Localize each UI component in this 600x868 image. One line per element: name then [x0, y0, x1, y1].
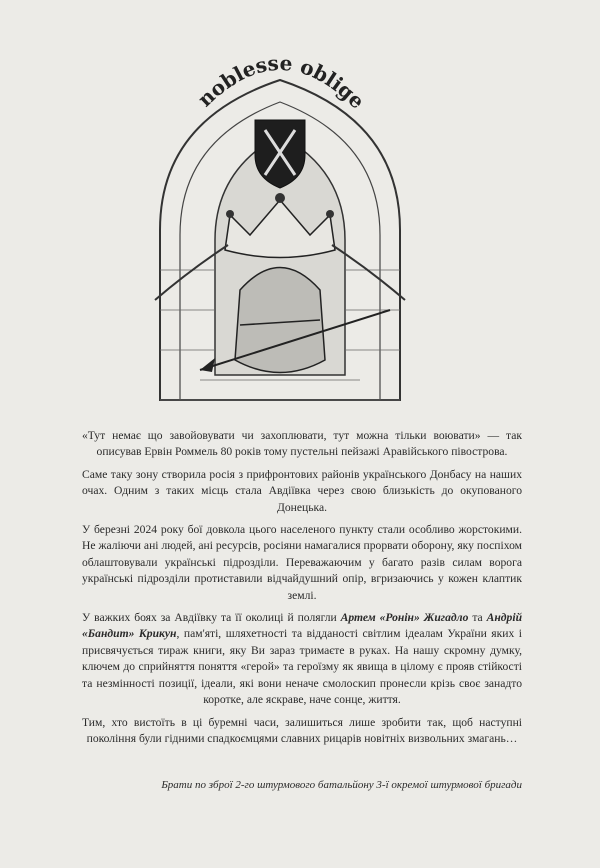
- gothic-window-crown-helmet-drawing: [140, 40, 420, 410]
- paragraph-avdiivka-battles: У березні 2024 року бої довкола цього населеного пункту стали особливо жорстокими. Не жаліючи ані людей, ані ресурсів, росіяни намагалися прорвати оборону, яку поспіхом облаштовували українські підрозділи. Переважаючим у багато разів силам ворога українські підрозділи протиставили відчайдушний опір, вгризаючись у кожен клаптик землі.: [82, 523, 522, 602]
- paragraph-donbas: Саме таку зону створила росія з прифронтових районів українського Донбасу на наших очах. Одним з таких місць стала Авдіївка через свою близькість до окупованого Донецька.: [82, 467, 522, 514]
- paragraph-rommel-quote: «Тут немає що завойовувати чи захоплювати, тут можна тільки воювати» — так описував Ервін Роммель 80 років тому пустельні пейзажі Аравійського півострова.: [82, 429, 522, 459]
- motto-text: noblesse oblige: [192, 50, 370, 114]
- signature: Брати по зброї 2-го штурмового батальйону 3-ї окремої штурмової бригади: [161, 779, 522, 792]
- paragraph-dedication: [82, 610, 522, 708]
- heraldic-illustration: [140, 40, 420, 410]
- body-text: [82, 428, 522, 794]
- paragraph-closing: Тим, хто вистоїть в ці буремні часи, залишиться лише зробити так, щоб наступні покоління були гідними спадкоємцями славних рицарів новітніх визвольних змагань…: [82, 715, 522, 745]
- dedication-rest: , пам'яті, шляхетності та відданості світлим ідеалам України яких і присвячується тираж книги, яку Ви зараз тримаєте в руках. На нашу скромну думку, ключем до сприйняття поняття «герой» та героїзму як явища в цілому є прояв стійкості та незмінності позиції, ідеали, які вони неначе смолоскип пронесли крізь своє занадто коротке, але яскраве, наче сонце, життя.: [82, 627, 523, 707]
- hero-name-2: Андрій «Бандит» Крикун: [82, 611, 523, 641]
- hero-name-1: Артем «Ронін» Жигадло: [340, 611, 469, 625]
- dedication-intro: У важких боях за Авдіївку та її околиці й полягли: [82, 611, 341, 625]
- dedication-and: та: [468, 611, 487, 625]
